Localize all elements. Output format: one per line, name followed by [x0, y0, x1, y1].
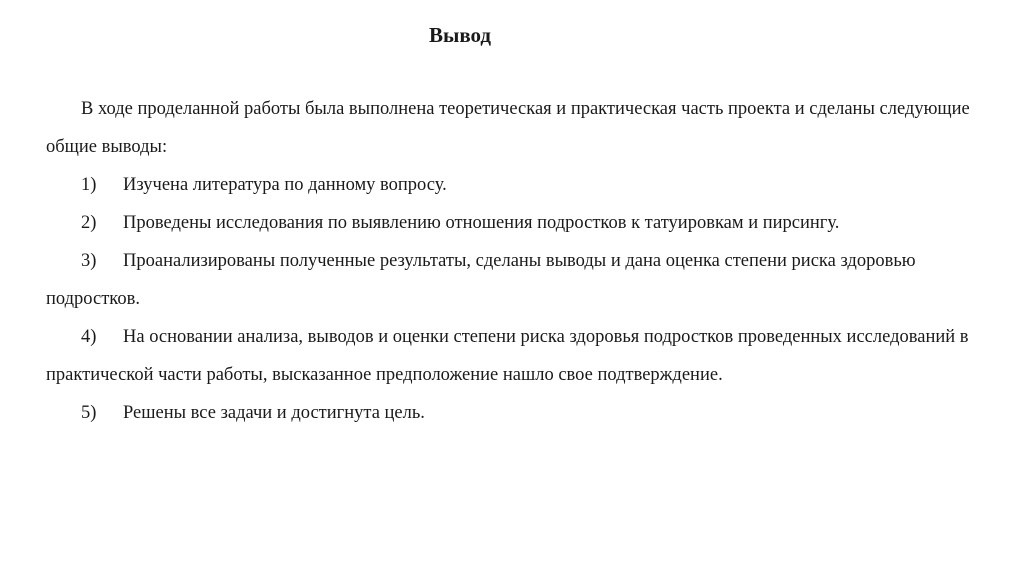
- item-text: Решены все задачи и достигнута цель.: [123, 403, 425, 423]
- item-text: Проведены исследования по выявлению отношения подростков к татуировкам и пирсингу.: [123, 213, 840, 233]
- slide-title: Вывод: [428, 23, 492, 47]
- item-text: На основании анализа, выводов и оценки степени риска здоровья подростков проведенных исследований в практической части работы, высказанное предположение нашло свое подтверждение.: [46, 327, 969, 385]
- item-text: Изучена литература по данному вопросу.: [123, 175, 447, 195]
- conclusion-item-3: [46, 242, 986, 318]
- intro-paragraph: В ходе проделанной работы была выполнена теоретическая и практическая часть проекта и сделаны следующие общие выводы:: [46, 99, 970, 157]
- item-number: 5): [81, 403, 97, 423]
- item-text: Проанализированы полученные результаты, сделаны выводы и дана оценка степени риска здоровью подростков.: [46, 251, 916, 309]
- item-number: 3): [81, 251, 97, 271]
- conclusion-item-2: [46, 204, 986, 242]
- conclusion-item-4: [46, 318, 986, 394]
- item-number: 4): [81, 327, 97, 347]
- conclusion-item-5: [46, 394, 986, 432]
- item-number: 2): [81, 213, 97, 233]
- item-number: 1): [81, 175, 97, 195]
- conclusion-item-1: [46, 166, 986, 204]
- slide-body: [46, 90, 986, 432]
